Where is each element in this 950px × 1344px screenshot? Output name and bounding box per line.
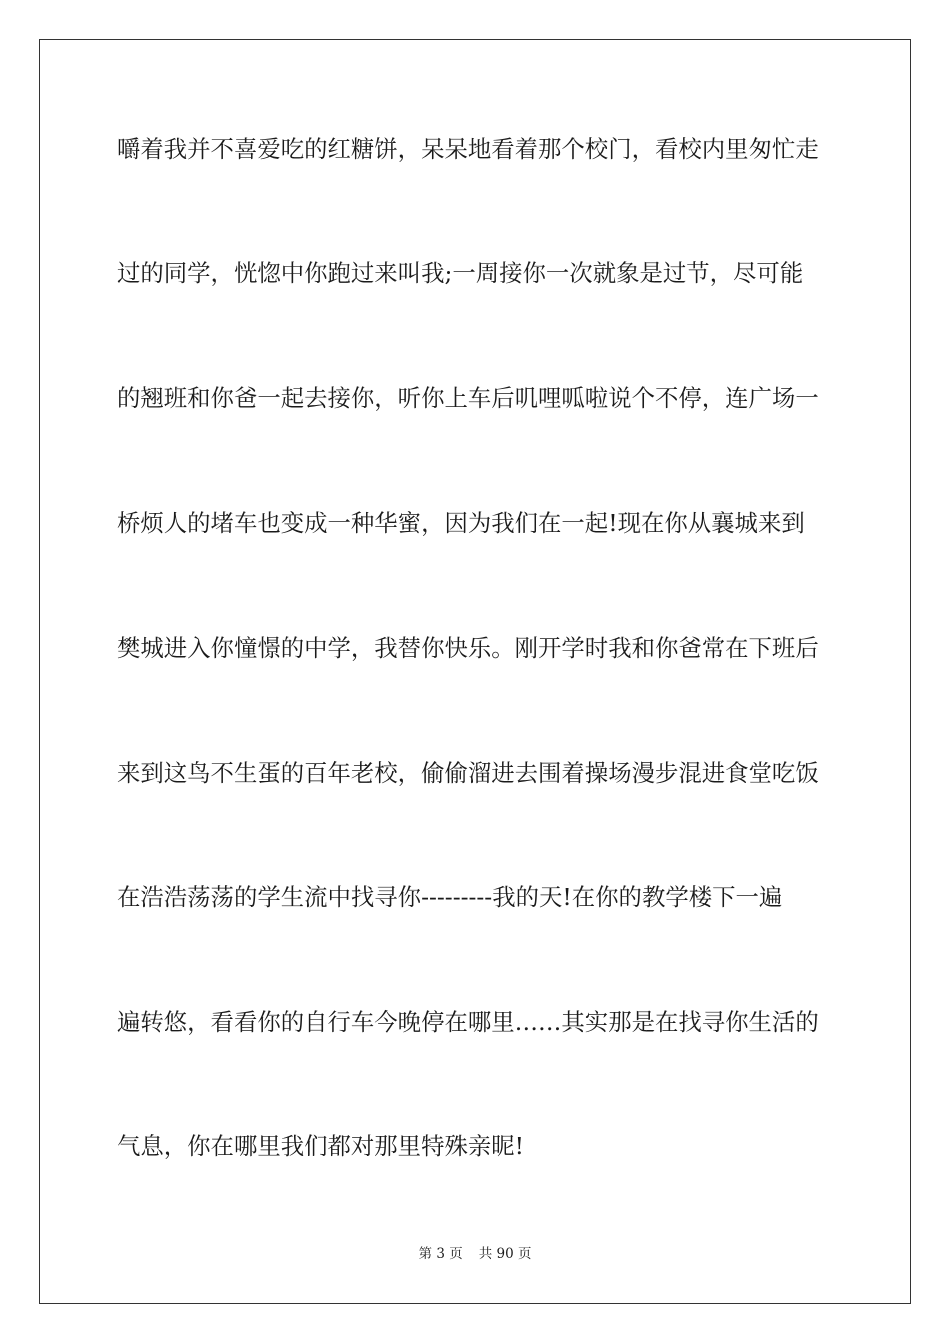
body-text-line: 来到这鸟不生蛋的百年老校，偷偷溜进去围着操场漫步混进食堂吃饭 xyxy=(117,759,819,787)
body-text-line: 桥烦人的堵车也变成一种华蜜，因为我们在一起!现在你从襄城来到 xyxy=(117,509,805,537)
body-text-line: 过的同学，恍惚中你跑过来叫我;一周接你一次就象是过节，尽可能 xyxy=(117,259,804,287)
body-text-line: 的翘班和你爸一起去接你，听你上车后叽哩呱啦说个不停，连广场一 xyxy=(117,384,819,412)
page-number: 第 3 页 xyxy=(418,1246,463,1262)
body-text-line: 樊城进入你憧憬的中学，我替你快乐。刚开学时我和你爸常在下班后 xyxy=(117,634,819,662)
page-total: 共 90 页 xyxy=(478,1246,532,1262)
page-border xyxy=(39,39,911,1304)
body-text-line: 嚼着我并不喜爱吃的红糖饼，呆呆地看着那个校门，看校内里匆忙走 xyxy=(117,135,819,163)
body-text-line: 在浩浩荡荡的学生流中找寻你---------我的天!在你的教学楼下一遍 xyxy=(117,883,783,911)
body-text-line: 遍转悠，看看你的自行车今晚停在哪里……其实那是在找寻你生活的 xyxy=(117,1008,819,1036)
page-footer xyxy=(0,1245,950,1263)
body-text-line: 气息，你在哪里我们都对那里特殊亲昵! xyxy=(117,1132,525,1160)
